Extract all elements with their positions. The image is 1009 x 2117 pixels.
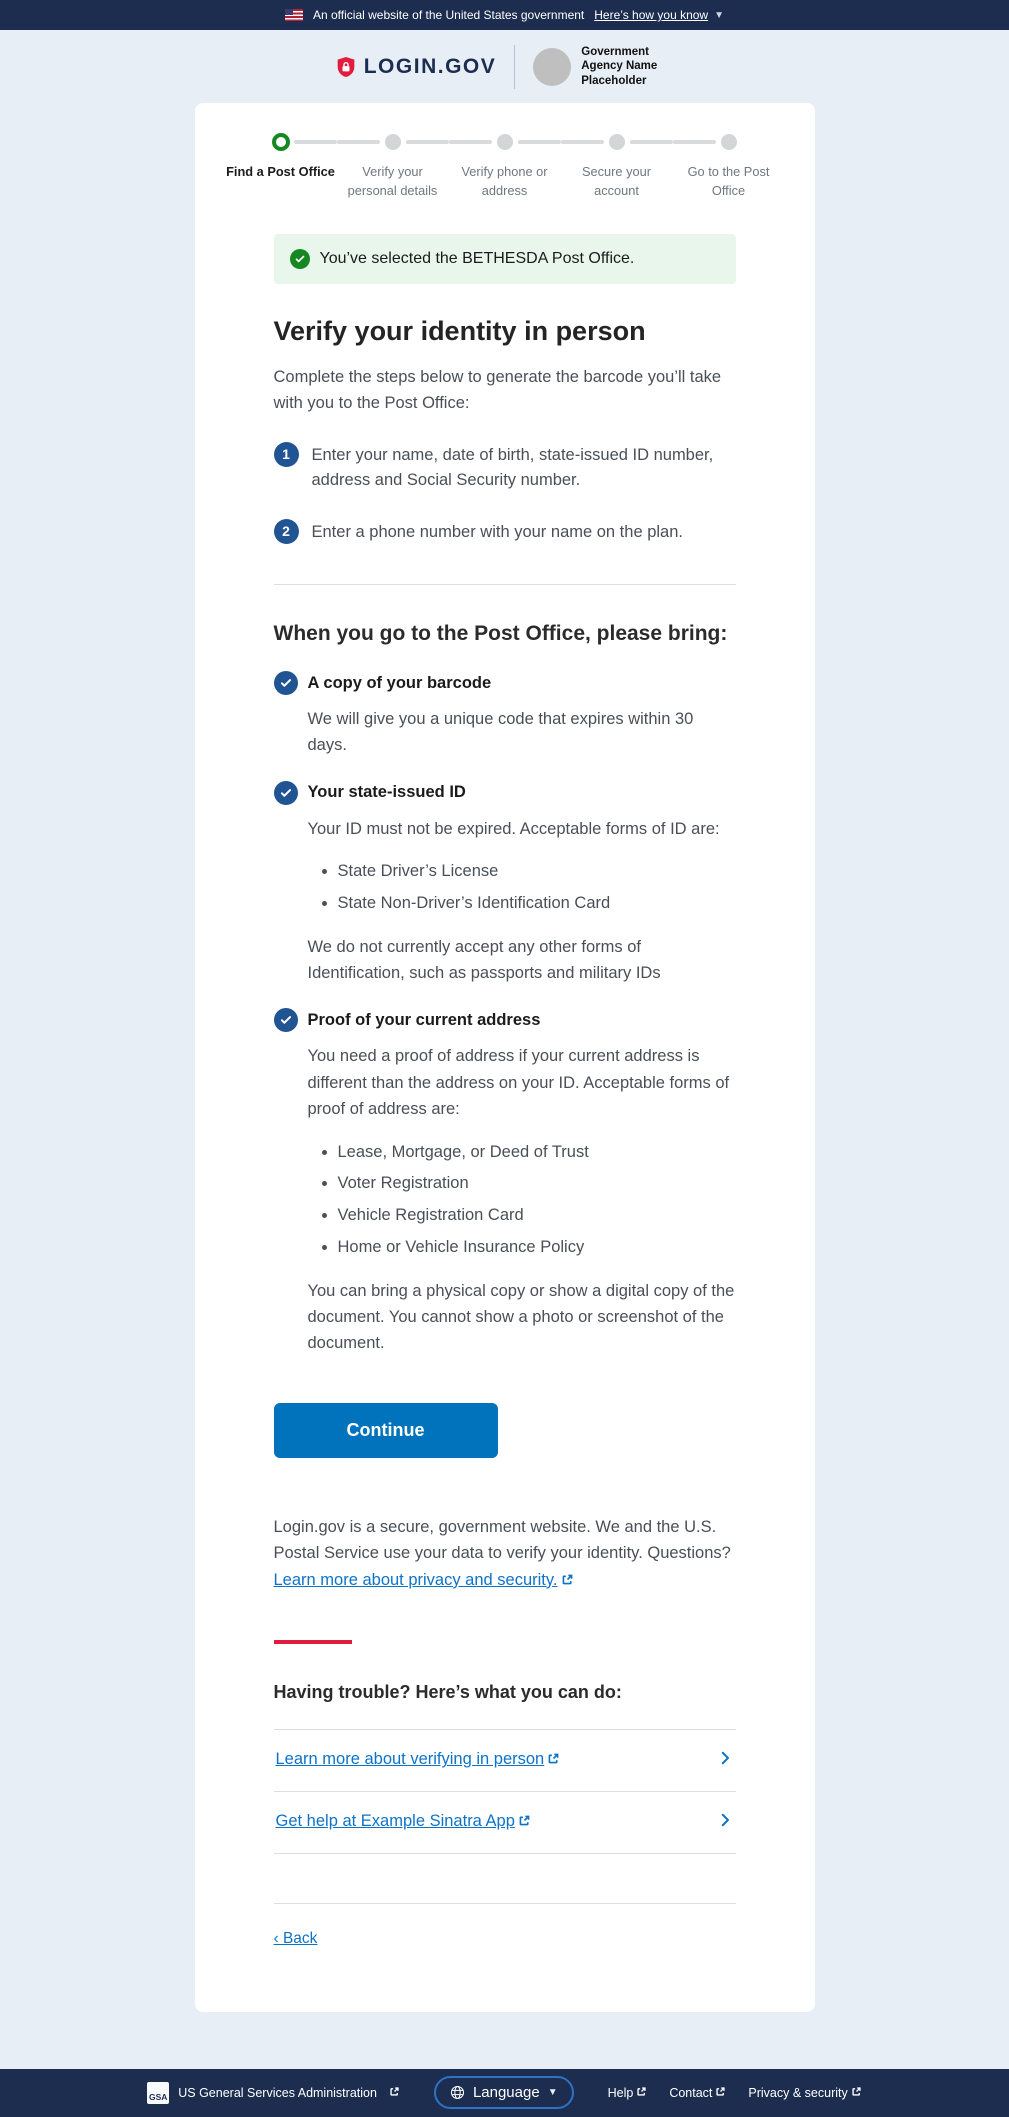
step-find-post-office: Find a Post Office [225, 133, 337, 200]
chevron-right-icon [716, 1749, 734, 1772]
footer-links [608, 2086, 862, 2100]
external-link-icon [715, 2086, 726, 2100]
external-link-icon [561, 1572, 574, 1590]
check-circle-icon [274, 1008, 298, 1032]
us-flag-icon [285, 9, 303, 21]
chevron-down-icon: ▼ [714, 9, 724, 21]
external-link-icon [518, 1813, 531, 1831]
agency-name: Government Agency Name Placeholder [581, 45, 658, 87]
bring-item-title: Proof of your current address [307, 1010, 541, 1029]
list-item: • Vehicle Registration Card [338, 1203, 736, 1228]
step-number-badge: 1 [274, 442, 299, 467]
step-dot [497, 134, 513, 150]
agency-lockup [533, 45, 673, 88]
gsa-link[interactable]: GSA US General Services Administration [147, 2082, 400, 2104]
numbered-step-text: Enter your name, date of birth, state-issued ID number, address and Social Security number. [311, 445, 714, 490]
step-go-to-post-office: Go to the Post Office [673, 133, 785, 200]
gsa-logo: GSA [147, 2082, 169, 2104]
numbered-steps [274, 443, 736, 546]
bring-item-title: A copy of your barcode [307, 673, 492, 692]
footer-link-help[interactable]: Help [608, 2086, 648, 2100]
step-dot [609, 134, 625, 150]
check-circle-icon [274, 781, 298, 805]
bring-item-description: Your ID must not be expired. Acceptable forms of ID are: [307, 819, 720, 838]
numbered-step-1 [274, 443, 736, 494]
list-item: • Home or Vehicle Insurance Policy [338, 1235, 736, 1260]
logingov-logo[interactable] [336, 55, 497, 79]
red-accent-divider [274, 1640, 352, 1644]
globe-icon [450, 2085, 465, 2100]
language-button[interactable]: Language ▼ [434, 2076, 574, 2109]
list-item: • State Non-Driver’s Identification Card [338, 891, 736, 916]
logingov-wordmark: LOGIN.GOV [363, 54, 497, 78]
trouble-link-get-help[interactable]: Get help at Example Sinatra App [274, 1791, 736, 1853]
step-secure-account: Secure your account [561, 133, 673, 200]
official-site-text: An official website of the United States government [312, 8, 585, 22]
list-item: • Voter Registration [338, 1171, 736, 1196]
external-link-icon [389, 2084, 400, 2102]
shield-lock-icon [336, 56, 356, 78]
trouble-heading: Having trouble? Here’s what you can do: [273, 1681, 622, 1702]
success-alert [274, 234, 736, 284]
step-dot [385, 134, 401, 150]
list-item: • Lease, Mortgage, or Deed of Trust [338, 1140, 736, 1165]
step-dot [721, 134, 737, 150]
agency-logo-placeholder [533, 48, 571, 86]
bring-item-description: We will give you a unique code that expires within 30 days. [307, 710, 694, 755]
caret-down-icon: ▼ [547, 2087, 558, 2099]
header-divider [514, 45, 515, 89]
trouble-link-verifying-in-person[interactable]: Learn more about verifying in person [274, 1729, 736, 1791]
divider [274, 1853, 736, 1903]
numbered-step-text: Enter a phone number with your name on the plan. [311, 523, 683, 541]
continue-button[interactable]: Continue [274, 1403, 498, 1458]
bring-item-note: We do not currently accept any other forms of Identification, such as passports and military IDs [307, 937, 661, 983]
bring-heading: When you go to the Post Office, please bring: [273, 621, 728, 645]
step-verify-phone-address: Verify phone or address [449, 133, 561, 200]
check-circle-icon [274, 671, 298, 695]
numbered-step-2 [274, 520, 736, 546]
chevron-right-icon [716, 1811, 734, 1834]
site-footer [0, 2069, 1009, 2117]
back-link[interactable]: ‹ Back [273, 1929, 318, 1947]
list-item: • State Driver’s License [338, 859, 736, 884]
step-number-badge: 2 [274, 519, 299, 544]
step-verify-personal-details: Verify your personal details [337, 133, 449, 200]
trouble-links [274, 1729, 736, 1948]
heres-how-you-know-link[interactable]: Here’s how you know [594, 8, 709, 22]
gov-banner [0, 0, 1009, 30]
bring-item-title: Your state-issued ID [307, 783, 466, 802]
intro-text: Complete the steps below to generate the barcode you’ll take with you to the Post Office: [273, 368, 722, 413]
bring-item-proof-of-address [274, 1008, 736, 1356]
section-divider [274, 584, 736, 585]
privacy-text: Login.gov is a secure, government website. We and the U.S. Postal Service use your data to verify your identity. Questions? Learn more about privacy and security. [273, 1517, 731, 1589]
step-indicator [225, 133, 785, 200]
success-check-icon [290, 249, 310, 269]
external-link-icon [851, 2086, 862, 2100]
site-header [0, 30, 1009, 103]
bring-item-state-id [274, 781, 736, 987]
back-row [274, 1903, 736, 1948]
external-link-icon [636, 2086, 647, 2100]
bring-item-note: You can bring a physical copy or show a digital copy of the document. You cannot show a photo or screenshot of the document. [307, 1281, 735, 1353]
step-dot-current [272, 133, 290, 151]
privacy-security-link[interactable]: Learn more about privacy and security. [273, 1570, 558, 1589]
footer-link-privacy-security[interactable]: Privacy & security [748, 2086, 861, 2100]
acceptable-id-list [338, 859, 736, 916]
page-title: Verify your identity in person [273, 316, 646, 347]
external-link-icon [547, 1751, 560, 1769]
footer-link-contact[interactable]: Contact [669, 2086, 726, 2100]
bring-item-barcode [274, 671, 736, 759]
proof-of-address-list [338, 1140, 736, 1260]
bring-item-description: You need a proof of address if your current address is different than the address on your ID. Acceptable forms of proof of address are: [307, 1047, 730, 1119]
success-alert-text: You’ve selected the BETHESDA Post Office. [319, 250, 635, 268]
main-area [0, 103, 1009, 2069]
content-card [195, 103, 815, 2012]
